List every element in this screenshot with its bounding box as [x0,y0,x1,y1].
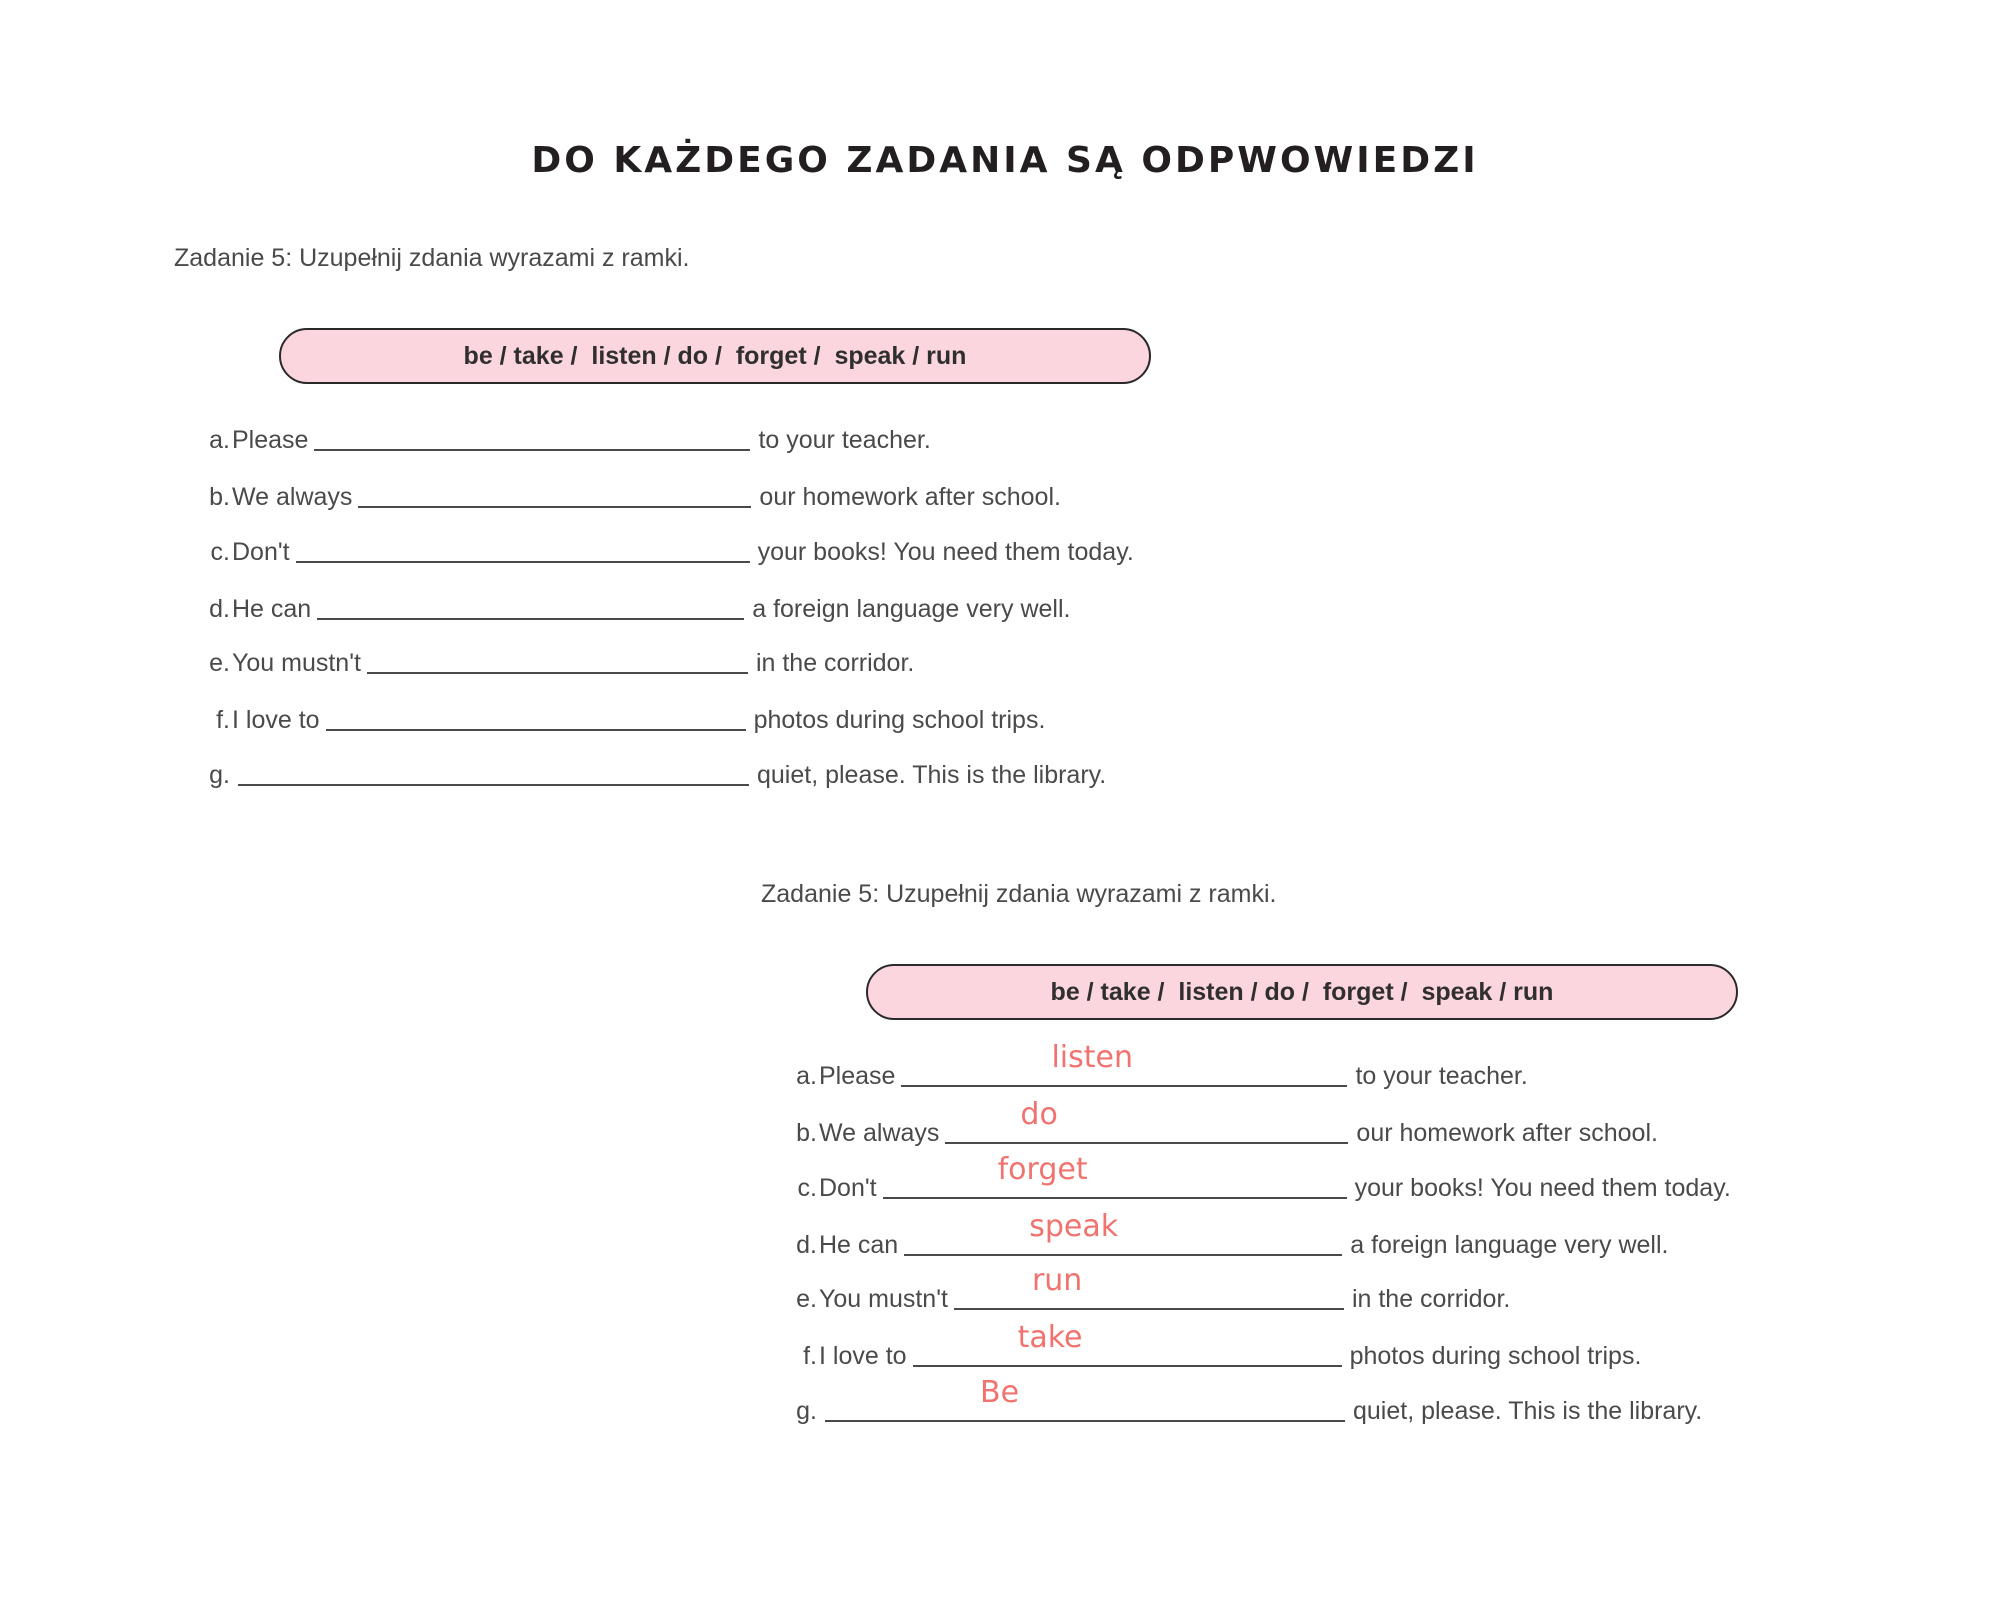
sentence-rest: photos during school trips. [753,706,1046,734]
sentence-rest: to your teacher. [1355,1062,1528,1090]
sentence-letter: f. [216,706,230,734]
sentence-rest: a foreign language very well. [1350,1231,1669,1259]
sentence-rest: quiet, please. This is the library. [1353,1397,1703,1425]
sentence-letter: e. [209,649,230,677]
sentence-letter: c. [797,1174,817,1202]
sentence-rest: our homework after school. [759,483,1061,511]
sentence-rest: to your teacher. [758,426,931,454]
answer-blank[interactable] [358,478,751,508]
sentence-row [204,527,1134,567]
sentence-row [791,1097,1658,1148]
exercise-answered [761,880,1761,1480]
exercise-instruction: Zadanie 5: Uzupełnij zdania wyrazami z ramki. [174,244,690,272]
answer-blank[interactable] [904,1209,1342,1256]
handwritten-answer: forget [997,1152,1088,1187]
sentence-letter: g. [796,1397,817,1425]
handwritten-answer: do [1020,1097,1058,1132]
sentence-row [204,472,1061,512]
sentence-lead: You mustn't [232,649,361,677]
answer-blank[interactable] [326,701,746,731]
sentence-row [204,638,914,678]
sentence-rest: your books! You need them today. [1354,1174,1731,1202]
word-box: be / take / listen / do / forget / speak / run [279,328,1151,384]
sentence-rest: your books! You need them today. [757,538,1134,566]
sentence-rest: in the corridor. [755,649,915,677]
sentence-letter: f. [803,1342,817,1370]
exercise-blank [174,244,1174,844]
page-heading: DO KAŻDEGO ZADANIA SĄ ODPWOWIEDZI [531,140,1479,181]
sentence-row [204,584,1070,624]
sentence-letter: d. [209,595,230,623]
answer-blank[interactable] [367,644,748,674]
sentence-lead: We always [232,483,353,511]
handwritten-answer: Be [980,1375,1020,1410]
answer-blank[interactable] [883,1152,1347,1199]
sentence-lead: He can [232,595,312,623]
sentence-lead: Don't [232,538,290,566]
sentence-lead: Don't [819,1174,877,1202]
sentence-row [791,1263,1511,1314]
answer-blank[interactable] [901,1040,1347,1087]
handwritten-answer: speak [1029,1209,1119,1244]
sentence-row [204,750,1106,790]
sentence-letter: b. [209,483,230,511]
sentence-rest: a foreign language very well. [752,595,1071,623]
sentence-lead: He can [819,1231,899,1259]
handwritten-answer: listen [1051,1040,1133,1075]
answer-blank[interactable] [954,1263,1344,1310]
sentence-rest: our homework after school. [1356,1119,1658,1147]
answer-blank[interactable] [296,533,750,563]
exercise-instruction: Zadanie 5: Uzupełnij zdania wyrazami z ramki. [761,880,1277,908]
sentence-rest: photos during school trips. [1349,1342,1642,1370]
handwritten-answer: run [1031,1263,1083,1298]
sentence-letter: b. [796,1119,817,1147]
sentence-letter: e. [796,1285,817,1313]
sentence-row [791,1040,1528,1091]
sentence-row [791,1375,1703,1426]
sentence-lead: I love to [232,706,320,734]
sentence-lead: I love to [819,1342,907,1370]
sentence-lead: Please [232,426,309,454]
sentence-letter: a. [209,426,230,454]
sentence-lead: You mustn't [819,1285,948,1313]
answer-blank[interactable] [945,1097,1348,1144]
sentence-rest: quiet, please. This is the library. [757,761,1107,789]
sentence-lead: Please [819,1062,896,1090]
sentence-rest: in the corridor. [1351,1285,1511,1313]
sentence-row [791,1320,1642,1371]
sentence-row [791,1209,1669,1260]
sentence-row [791,1152,1731,1203]
word-box: be / take / listen / do / forget / speak / run [866,964,1738,1020]
answer-blank[interactable] [314,421,750,451]
sentence-letter: d. [796,1231,817,1259]
answer-blank[interactable] [238,756,749,786]
sentence-row [204,695,1045,735]
sentence-letter: g. [209,761,230,789]
answer-blank[interactable] [825,1375,1345,1422]
answer-blank[interactable] [913,1320,1342,1367]
sentence-letter: c. [210,538,230,566]
sentence-lead: We always [819,1119,940,1147]
handwritten-answer: take [1017,1320,1083,1355]
sentence-letter: a. [796,1062,817,1090]
sentence-row [204,415,931,455]
answer-blank[interactable] [317,590,744,620]
